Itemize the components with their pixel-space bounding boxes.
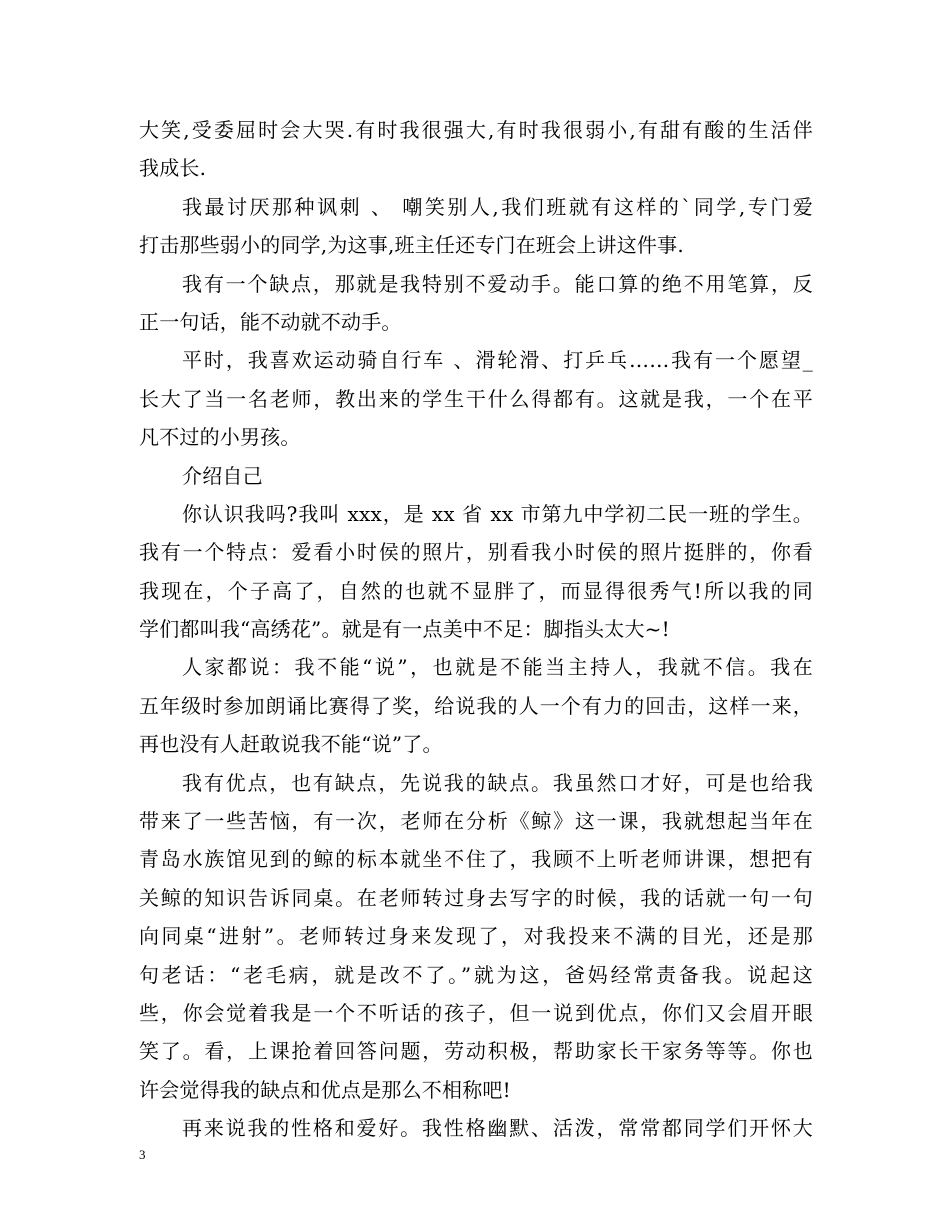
- text-line: 长大了当一名老师，教出来的学生干什么得都有。这就是我，一个在平: [139, 386, 813, 411]
- text-line: 学们都叫我“高绣花”。就是有一点美中不足：脚指头太大~!: [139, 617, 670, 642]
- body-text: [139, 111, 813, 1148]
- text-line: 你认识我吗?我叫 xxx，是 xx 省 xx 市第九中学初二民一班的学生。: [182, 501, 813, 526]
- text-line: 正一句话，能不动就不动手。: [139, 309, 402, 334]
- text-line: 许会觉得我的缺点和优点是那么不相称吧!: [139, 1077, 511, 1102]
- text-line: 些，你会觉着我是一个不听话的孩子，但一说到优点，你们又会眉开眼: [139, 1000, 813, 1025]
- text-line: 向同桌“进射”。老师转过身来发现了，对我投来不满的目光，还是那: [139, 924, 813, 949]
- text-line: 平时，我喜欢运动骑自行车 、滑轮滑、打乒乓……我有一个愿望_: [182, 348, 813, 373]
- page-number: 3: [139, 1147, 146, 1162]
- text-line: 我有一个特点：爱看小时侯的照片，别看我小时侯的照片挺胖的，你看: [139, 540, 813, 565]
- text-line: 人家都说：我不能“说”，也就是不能当主持人，我就不信。我在: [182, 655, 813, 680]
- text-line: 关鲸的知识告诉同桌。在老师转过身去写字的时候，我的话就一句一句: [139, 885, 813, 910]
- text-line: 带来了一些苦恼，有一次，老师在分析《鲸》这一课，我就想起当年在: [139, 809, 813, 834]
- text-line: 五年级时参加朗诵比赛得了奖，给说我的人一个有力的回击，这样一来，: [139, 693, 813, 718]
- text-line: 再来说我的性格和爱好。我性格幽默、活泼，常常都同学们开怀大: [182, 1116, 813, 1141]
- text-line: 我成长.: [139, 156, 207, 181]
- text-line: 再也没有人赶敢说我不能“说”了。: [139, 732, 443, 757]
- text-line: 打击那些弱小的同学,为这事,班主任还专门在班会上讲这件事.: [139, 233, 684, 258]
- text-line: 我有一个缺点，那就是我特别不爱动手。能口算的绝不用笔算，反: [182, 271, 813, 296]
- text-line: 笑了。看，上课抢着回答问题，劳动积极，帮助家长干家务等等。你也: [139, 1039, 813, 1064]
- text-line: 我现在，个子高了，自然的也就不显胖了，而显得很秀气!所以我的同: [139, 578, 813, 603]
- text-line: 凡不过的小男孩。: [139, 425, 301, 450]
- text-line: 我有优点，也有缺点，先说我的缺点。我虽然口才好，可是也给我: [182, 770, 813, 795]
- text-line: 青岛水族馆见到的鲸的标本就坐不住了，我顾不上听老师讲课，想把有: [139, 847, 813, 872]
- text-line: 大笑,受委屈时会大哭.有时我很强大,有时我很弱小,有甜有酸的生活伴: [139, 118, 813, 142]
- text-line: 我最讨厌那种讽刺 、 嘲笑别人,我们班就有这样的`同学,专门爱: [182, 194, 813, 219]
- text-line: 介绍自己: [182, 463, 263, 488]
- text-line: 句老话：“老毛病，就是改不了。”就为这，爸妈经常责备我。说起这: [139, 962, 813, 987]
